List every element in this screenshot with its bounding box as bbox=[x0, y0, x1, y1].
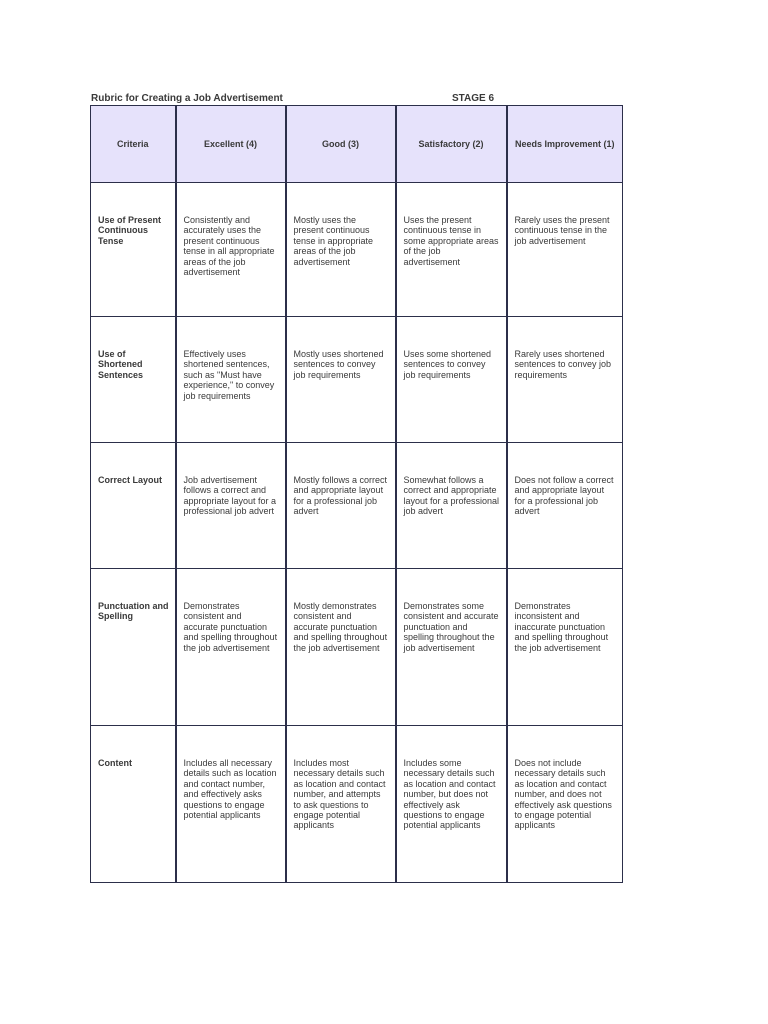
criteria-cell bbox=[91, 569, 176, 726]
criteria-text: Content bbox=[98, 758, 132, 768]
good-text: Mostly uses the present continuous tense in appropriate areas of the job advertisement bbox=[293, 215, 374, 267]
satisfactory-cell bbox=[396, 317, 507, 443]
satisfactory-text: Somewhat follows a correct and appropriate layout for a professional job advert bbox=[403, 475, 500, 517]
criteria-text: Use of Shortened Sentences bbox=[98, 349, 144, 380]
excellent-cell bbox=[176, 726, 286, 883]
excellent-cell bbox=[176, 183, 286, 317]
good-cell bbox=[286, 317, 396, 443]
satisfactory-cell bbox=[396, 183, 507, 317]
criteria-text: Correct Layout bbox=[98, 475, 163, 485]
satisfactory-cell bbox=[396, 569, 507, 726]
excellent-cell bbox=[176, 569, 286, 726]
excellent-cell bbox=[176, 317, 286, 443]
needs-improvement-cell bbox=[507, 569, 623, 726]
document-title: Rubric for Creating a Job Advertisement bbox=[91, 93, 283, 104]
needs-improvement-text: Rarely uses shortened sentences to convey job requirements bbox=[514, 349, 612, 380]
needs-improvement-text: Rarely uses the present continuous tense in the job advertisement bbox=[514, 215, 610, 246]
rubric-table bbox=[90, 105, 623, 883]
excellent-text: Consistently and accurately uses the present continuous tense in all appropriate areas of the job advertisement bbox=[183, 215, 275, 278]
table-row bbox=[91, 317, 623, 443]
needs-improvement-cell bbox=[507, 726, 623, 883]
criteria-cell bbox=[91, 317, 176, 443]
good-text: Mostly uses shortened sentences to convey job requirements bbox=[293, 349, 384, 380]
criteria-text: Use of Present Continuous Tense bbox=[98, 215, 162, 246]
good-cell bbox=[286, 726, 396, 883]
rubric-header bbox=[91, 106, 623, 183]
header-good: Good (3) bbox=[286, 106, 396, 183]
good-text: Includes most necessary details such as location and contact number, and attempts to ask questions to engage potential applicants bbox=[293, 758, 386, 831]
satisfactory-text: Uses the present continuous tense in some appropriate areas of the job advertisement bbox=[403, 215, 499, 267]
table-row bbox=[91, 569, 623, 726]
needs-improvement-cell bbox=[507, 443, 623, 569]
stage-label: STAGE 6 bbox=[452, 93, 495, 104]
needs-improvement-cell bbox=[507, 317, 623, 443]
satisfactory-cell bbox=[396, 443, 507, 569]
needs-improvement-text: Does not include necessary details such as location and contact number, and does not effectively ask questions to engage potential applicants bbox=[514, 758, 612, 831]
good-cell bbox=[286, 569, 396, 726]
excellent-text: Includes all necessary details such as location and contact number, and effectively asks questions to engage potential applicants bbox=[183, 758, 277, 821]
criteria-cell bbox=[91, 183, 176, 317]
excellent-text: Demonstrates consistent and accurate punctuation and spelling throughout the job advertisement bbox=[183, 601, 278, 653]
satisfactory-cell bbox=[396, 726, 507, 883]
table-row bbox=[91, 443, 623, 569]
needs-improvement-text: Demonstrates inconsistent and inaccurate punctuation and spelling throughout the job advertisement bbox=[514, 601, 609, 653]
table-row bbox=[91, 183, 623, 317]
needs-improvement-cell bbox=[507, 183, 623, 317]
good-text: Mostly demonstrates consistent and accurate punctuation and spelling throughout the job advertisement bbox=[293, 601, 388, 653]
rubric-body bbox=[91, 183, 623, 883]
header-row bbox=[91, 106, 623, 183]
criteria-cell bbox=[91, 443, 176, 569]
table-row bbox=[91, 726, 623, 883]
good-text: Mostly follows a correct and appropriate layout for a professional job advert bbox=[293, 475, 388, 517]
good-cell bbox=[286, 443, 396, 569]
header-satisfactory: Satisfactory (2) bbox=[396, 106, 507, 183]
good-cell bbox=[286, 183, 396, 317]
criteria-text: Punctuation and Spelling bbox=[98, 601, 169, 622]
satisfactory-text: Demonstrates some consistent and accurate punctuation and spelling throughout the job advertisement bbox=[403, 601, 499, 653]
needs-improvement-text: Does not follow a correct and appropriate layout for a professional job advert bbox=[514, 475, 614, 517]
excellent-text: Job advertisement follows a correct and appropriate layout for a professional job advert bbox=[183, 475, 277, 517]
header-criteria: Criteria bbox=[91, 106, 176, 183]
excellent-cell bbox=[176, 443, 286, 569]
criteria-cell bbox=[91, 726, 176, 883]
excellent-text: Effectively uses shortened sentences, such as "Must have experience," to convey job requirements bbox=[183, 349, 275, 401]
header-needs-improvement: Needs Improvement (1) bbox=[507, 106, 623, 183]
satisfactory-text: Includes some necessary details such as location and contact number, but does not effectively ask questions to engage potential applicants bbox=[403, 758, 496, 831]
satisfactory-text: Uses some shortened sentences to convey job requirements bbox=[403, 349, 492, 380]
header-excellent: Excellent (4) bbox=[176, 106, 286, 183]
